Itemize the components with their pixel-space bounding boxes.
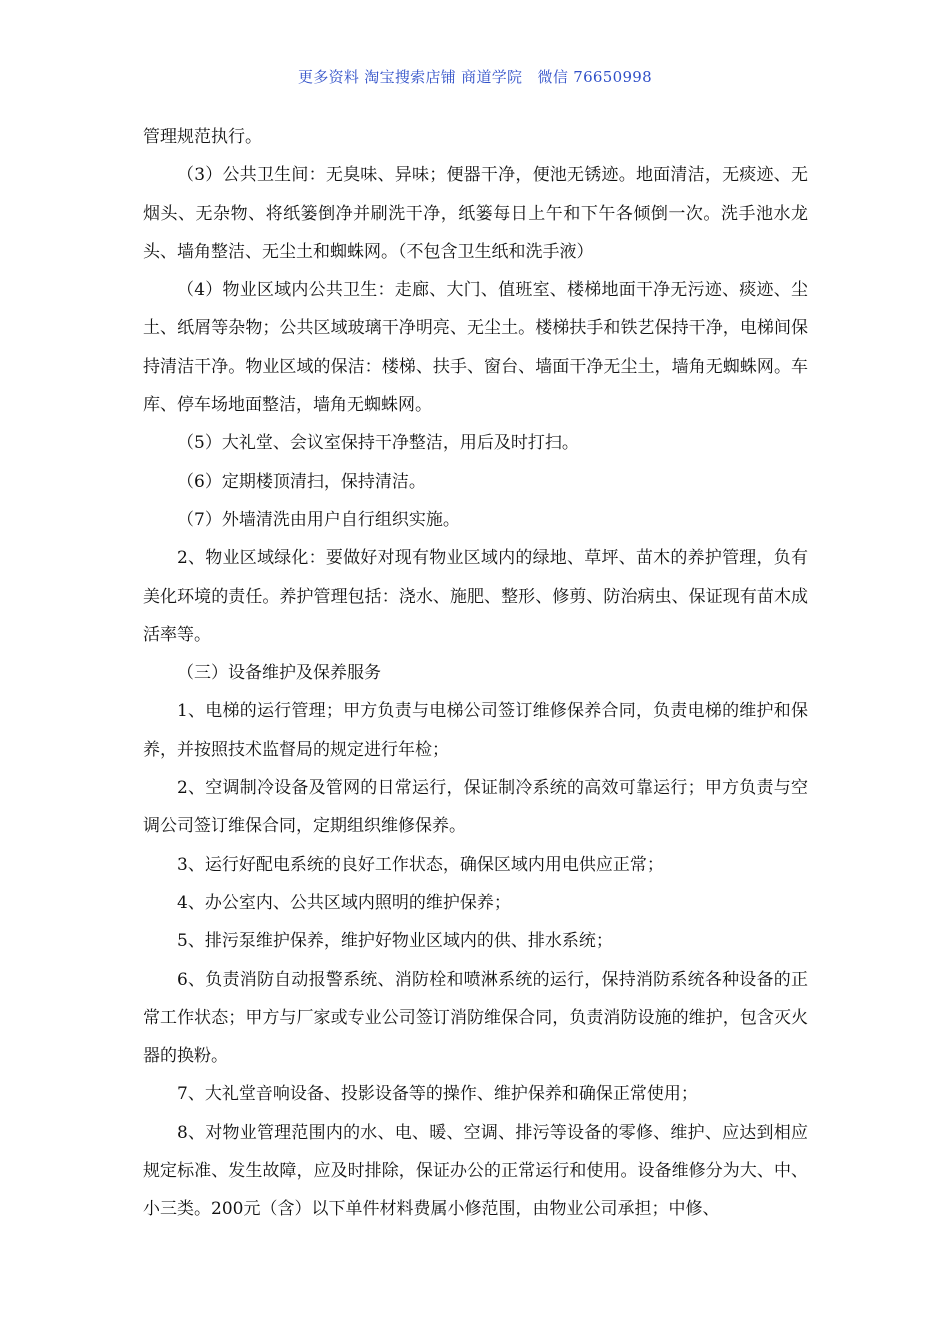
paragraph-continuation: 管理规范执行。 — [143, 127, 262, 147]
paragraph-auditorium: （5）大礼堂、会议室保持干净整洁，用后及时打扫。 — [177, 433, 579, 454]
paragraph-elevator: 1、电梯的运行管理；甲方负责与电梯公司签订维修保养合同，负责电梯的维护和保养，并按照技术监督局的规定进行年检； — [143, 701, 808, 760]
paragraph-public-restroom: （3）公共卫生间：无臭味、异味；便器干净，便池无锈迹。地面清洁，无痰迹、无烟头、无杂物、将纸篓倒净并刷洗干净，纸篓每日上午和下午各倾倒一次。洗手池水龙头、墙角整洁、无尘土和蜘蛛网。（不包含卫生纸和洗手液） — [143, 165, 808, 262]
paragraph-exterior-wall: （7）外墙清洗由用户自行组织实施。 — [177, 509, 460, 530]
page-header: 更多资料 淘宝搜索店铺 商道学院 微信 76650998 — [298, 68, 652, 86]
section-heading-equipment: （三）设备维护及保养服务 — [177, 663, 381, 684]
paragraph-sewage-pump: 5、排污泵维护保养，维护好物业区域内的供、排水系统； — [177, 931, 613, 952]
paragraph-fire-protection: 6、负责消防自动报警系统、消防栓和喷淋系统的运行，保持消防系统各种设备的正常工作状态；甲方与厂家或专业公司签订消防维保合同，负责消防设施的维护，包含灭火器的换粉。 — [143, 969, 808, 1067]
paragraph-roof-cleaning: （6）定期楼顶清扫，保持清洁。 — [177, 471, 426, 492]
paragraph-av-equipment: 7、大礼堂音响设备、投影设备等的操作、维护保养和确保正常使用； — [177, 1084, 698, 1105]
paragraph-public-hygiene: （4）物业区域内公共卫生：走廊、大门、值班室、楼梯地面干净无污迹、痰迹、尘土、纸屑等杂物；公共区域玻璃干净明亮、无尘土。楼梯扶手和铁艺保持干净，电梯间保持清洁干净。物业区域的保洁：楼梯、扶手、窗台、墙面干净无尘土，墙角无蜘蛛网。车库、停车场地面整洁，墙角无蜘蛛网。 — [143, 280, 808, 416]
paragraph-greening: 2、物业区域绿化：要做好对现有物业区域内的绿地、草坪、苗木的养护管理，负有美化环境的责任。养护管理包括：浇水、施肥、整形、修剪、防治病虫、保证现有苗木成活率等。 — [143, 548, 808, 645]
paragraph-lighting: 4、办公室内、公共区域内照明的维护保养； — [177, 892, 511, 913]
paragraph-power-distribution: 3、运行好配电系统的良好工作状态，确保区域内用电供应正常； — [177, 854, 664, 875]
paragraph-maintenance: 8、对物业管理范围内的水、电、暖、空调、排污等设备的零修、维护、应达到相应规定标准、发生故障，应及时排除，保证办公的正常运行和使用。设备维修分为大、中、小三类。200元（含）以下单件材料费属小修范围，由物业公司承担；中修、 — [143, 1122, 808, 1220]
document-body — [143, 118, 808, 1229]
paragraph-air-conditioning: 2、空调制冷设备及管网的日常运行，保证制冷系统的高效可靠运行；甲方负责与空调公司签订维保合同，定期组织维修保养。 — [143, 778, 808, 837]
